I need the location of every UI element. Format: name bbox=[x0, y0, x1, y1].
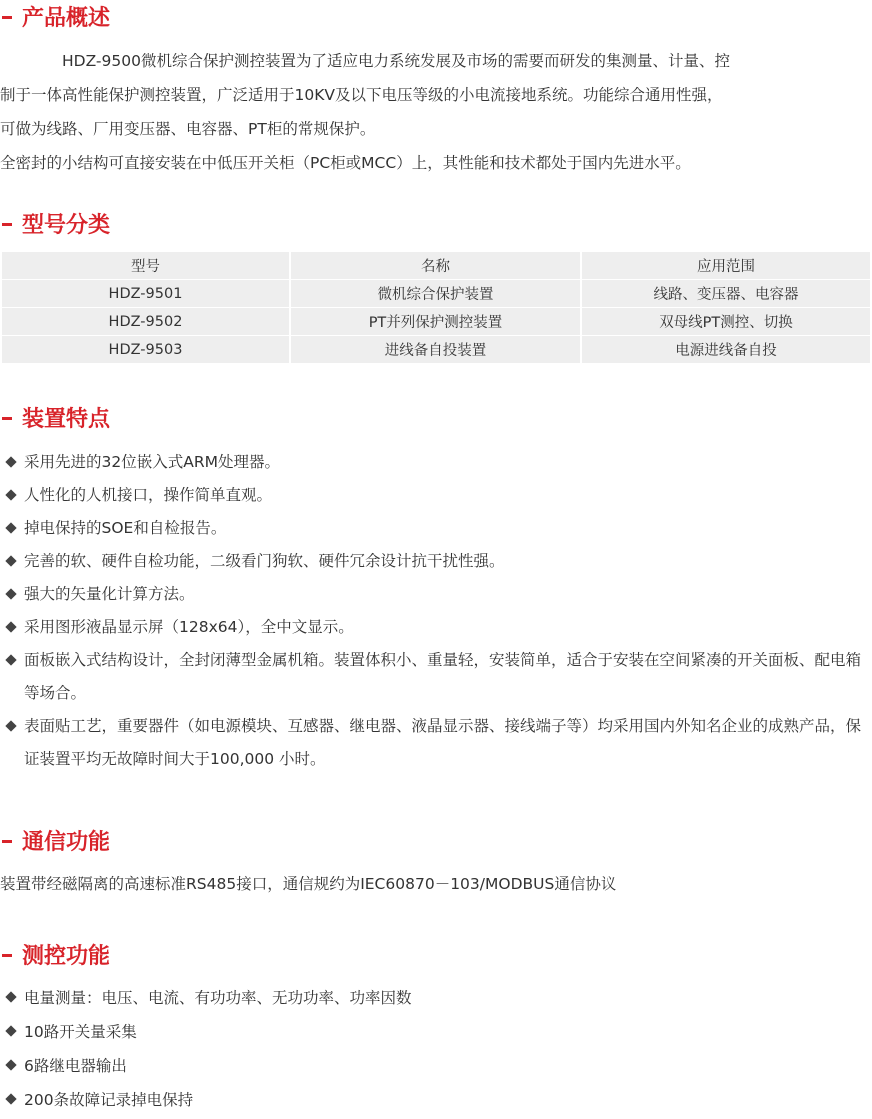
table-row bbox=[2, 280, 870, 307]
list-item bbox=[0, 578, 870, 611]
table-cell: HDZ-9501 bbox=[2, 280, 291, 307]
model-table bbox=[2, 251, 870, 364]
overview-line: HDZ-9500微机综合保护测控装置为了适应电力系统发展及市场的需要而研发的集测量、计量、控 bbox=[62, 52, 730, 70]
table-header-cell: 应用范围 bbox=[582, 252, 870, 279]
models-title: 型号分类 bbox=[22, 213, 111, 238]
list-item-text: 面板嵌入式结构设计，全封闭薄型金属机箱。装置体积小、重量轻，安装简单，适合于安装在空间紧凑的开关面板、配电箱等场合。 bbox=[24, 651, 862, 702]
title-dash-icon bbox=[2, 16, 12, 19]
diamond-bullet-icon bbox=[5, 489, 16, 500]
overview-paragraph bbox=[0, 44, 870, 180]
title-dash-icon bbox=[2, 954, 12, 957]
section-title-measurement bbox=[0, 942, 110, 972]
table-cell: 电源进线备自投 bbox=[582, 336, 870, 363]
features-list bbox=[0, 446, 870, 776]
table-cell: PT并列保护测控装置 bbox=[291, 308, 582, 335]
table-cell: 线路、变压器、电容器 bbox=[582, 280, 870, 307]
diamond-bullet-icon bbox=[5, 991, 16, 1002]
measurement-title: 测控功能 bbox=[22, 944, 111, 969]
section-title-communication bbox=[0, 828, 110, 858]
table-cell: 进线备自投装置 bbox=[291, 336, 582, 363]
table-row bbox=[2, 308, 870, 335]
table-cell: 双母线PT测控、切换 bbox=[582, 308, 870, 335]
diamond-bullet-icon bbox=[5, 720, 16, 731]
diamond-bullet-icon bbox=[5, 522, 16, 533]
features-title: 装置特点 bbox=[22, 407, 111, 432]
overview-line: 可做为线路、厂用变压器、电容器、PT柜的常规保护。 bbox=[0, 120, 376, 138]
communication-title: 通信功能 bbox=[22, 830, 111, 855]
title-dash-icon bbox=[2, 840, 12, 843]
diamond-bullet-icon bbox=[5, 1059, 16, 1070]
list-item bbox=[0, 1015, 870, 1049]
diamond-bullet-icon bbox=[5, 555, 16, 566]
diamond-bullet-icon bbox=[5, 456, 16, 467]
overview-line: 全密封的小结构可直接安装在中低压开关柜（PC柜或MCC）上，其性能和技术都处于国内先进水平。 bbox=[0, 154, 691, 172]
list-item-text: 10路开关量采集 bbox=[24, 1023, 137, 1041]
list-item bbox=[0, 545, 870, 578]
list-item-text: 强大的矢量化计算方法。 bbox=[24, 585, 195, 603]
overview-line: 制于一体高性能保护测控装置，广泛适用于10KV及以下电压等级的小电流接地系统。功能综合通用性强， bbox=[0, 86, 723, 104]
title-dash-icon bbox=[2, 417, 12, 420]
table-header-row bbox=[2, 252, 870, 279]
section-title-overview bbox=[0, 4, 110, 34]
list-item-text: 完善的软、硬件自检功能，二级看门狗软、硬件冗余设计抗干扰性强。 bbox=[24, 552, 505, 570]
title-dash-icon bbox=[2, 223, 12, 226]
list-item bbox=[0, 1083, 870, 1117]
diamond-bullet-icon bbox=[5, 588, 16, 599]
diamond-bullet-icon bbox=[5, 1025, 16, 1036]
list-item bbox=[0, 981, 870, 1015]
list-item-text: 6路继电器输出 bbox=[24, 1057, 127, 1075]
section-title-features bbox=[0, 405, 110, 435]
list-item-text: 掉电保持的SOE和自检报告。 bbox=[24, 519, 227, 537]
list-item bbox=[0, 479, 870, 512]
diamond-bullet-icon bbox=[5, 621, 16, 632]
list-item bbox=[0, 1049, 870, 1083]
table-cell: HDZ-9503 bbox=[2, 336, 291, 363]
list-item bbox=[0, 446, 870, 479]
list-item-text: 电量测量：电压、电流、有功功率、无功功率、功率因数 bbox=[24, 989, 412, 1007]
diamond-bullet-icon bbox=[5, 1093, 16, 1104]
table-header-cell: 名称 bbox=[291, 252, 582, 279]
table-cell: 微机综合保护装置 bbox=[291, 280, 582, 307]
table-header-cell: 型号 bbox=[2, 252, 291, 279]
section-title-models bbox=[0, 211, 110, 241]
overview-title: 产品概述 bbox=[22, 6, 111, 31]
communication-text: 装置带经磁隔离的高速标准RS485接口，通信规约为IEC60870－103/MODBUS通信协议 bbox=[0, 875, 617, 893]
communication-paragraph bbox=[0, 867, 870, 901]
list-item bbox=[0, 710, 870, 776]
list-item bbox=[0, 611, 870, 644]
list-item-text: 采用先进的32位嵌入式ARM处理器。 bbox=[24, 453, 280, 471]
diamond-bullet-icon bbox=[5, 654, 16, 665]
list-item-text: 人性化的人机接口，操作简单直观。 bbox=[24, 486, 273, 504]
list-item-text: 表面贴工艺，重要器件（如电源模块、互感器、继电器、液晶显示器、接线端子等）均采用国内外知名企业的成熟产品，保证装置平均无故障时间大于100,000 小时。 bbox=[24, 717, 862, 768]
list-item bbox=[0, 644, 870, 710]
list-item-text: 采用图形液晶显示屏（128x64），全中文显示。 bbox=[24, 618, 354, 636]
table-cell: HDZ-9502 bbox=[2, 308, 291, 335]
list-item-text: 200条故障记录掉电保持 bbox=[24, 1091, 194, 1109]
list-item bbox=[0, 512, 870, 545]
table-row bbox=[2, 336, 870, 363]
measurement-list bbox=[0, 981, 870, 1117]
